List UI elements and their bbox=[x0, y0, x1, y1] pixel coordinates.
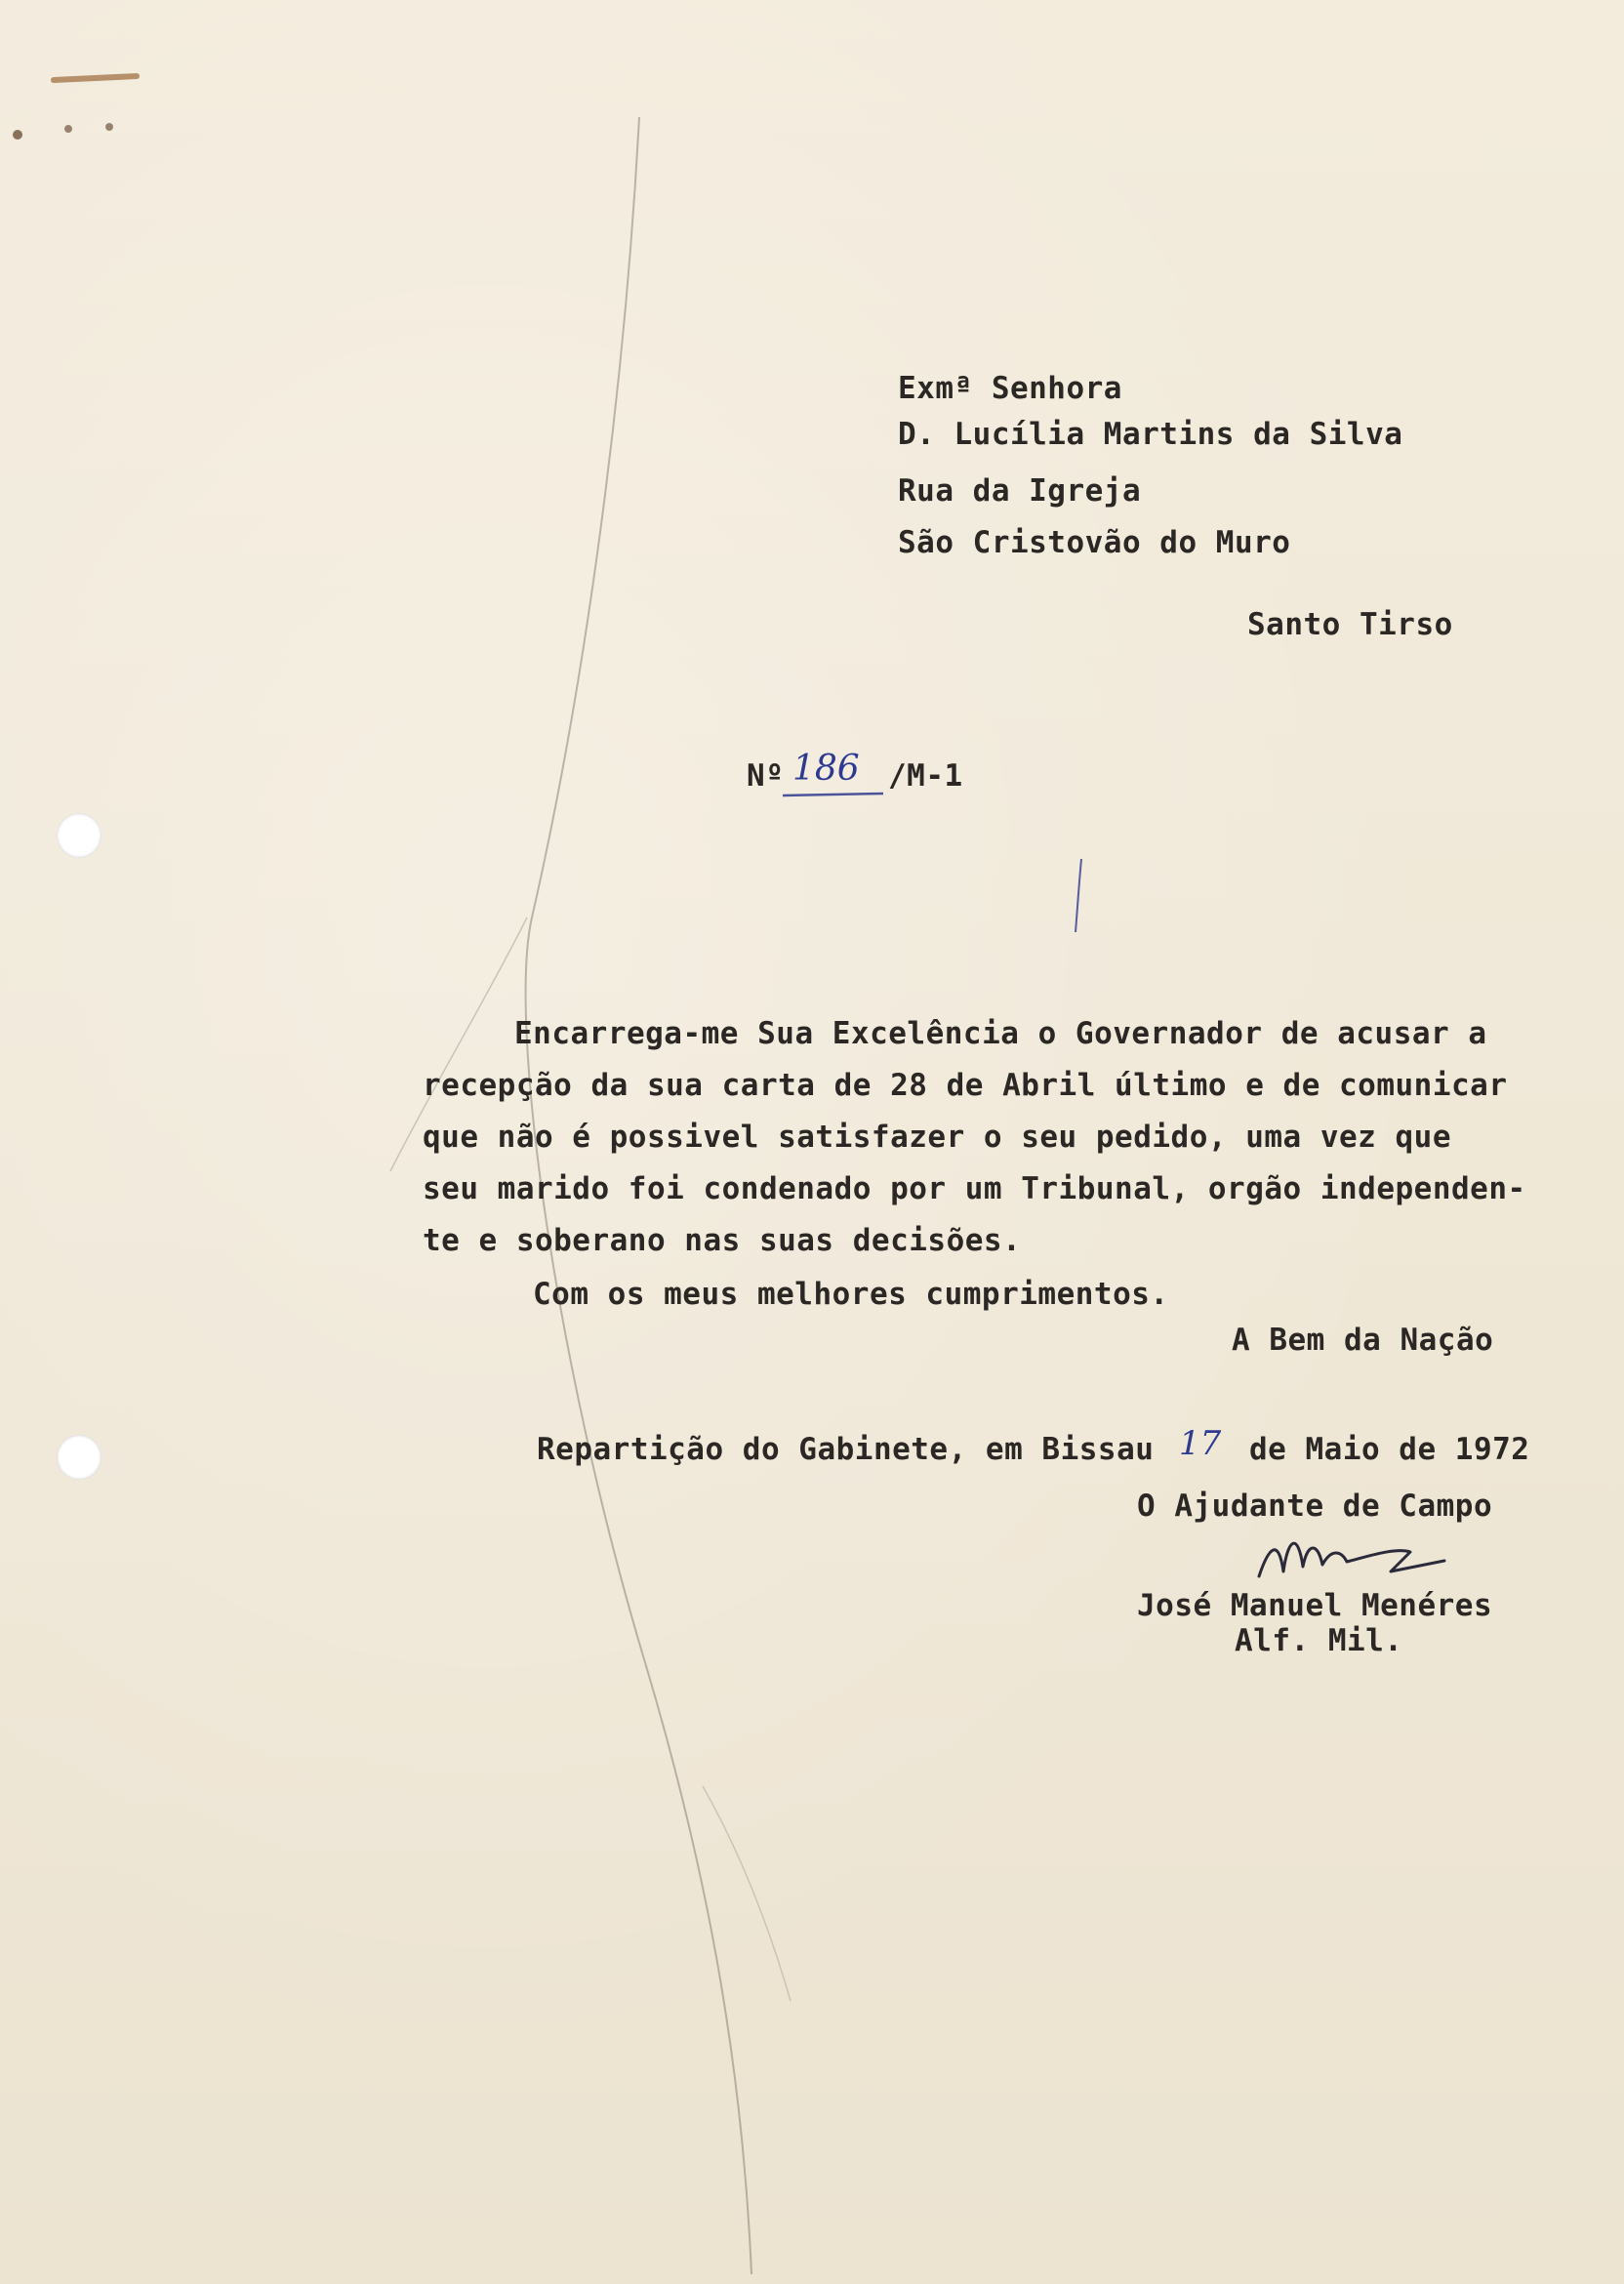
reference-prefix: Nº bbox=[747, 758, 785, 794]
closing-motto: A Bem da Nação bbox=[1232, 1323, 1494, 1358]
body-line-5: te e soberano nas suas decisões. bbox=[423, 1223, 1022, 1258]
closing-role: O Ajudante de Campo bbox=[1137, 1489, 1493, 1524]
signer-rank: Alf. Mil. bbox=[1235, 1623, 1403, 1658]
closing-place-date-before: Repartição do Gabinete, em Bissau bbox=[537, 1432, 1155, 1467]
body-line-4: seu marido foi condenado por um Tribunal, orgão independen- bbox=[423, 1171, 1526, 1206]
recipient-street: Rua da Igreja bbox=[898, 473, 1142, 509]
body-line-2: recepção da sua carta de 28 de Abril último e de comunicar bbox=[423, 1068, 1508, 1103]
body-line-1: Encarrega-me Sua Excelência o Governador de acusar a bbox=[514, 1016, 1487, 1051]
recipient-town: Santo Tirso bbox=[1247, 607, 1453, 642]
closing-day-handwritten: 17 bbox=[1179, 1424, 1222, 1463]
body-line-6: Com os meus melhores cumprimentos. bbox=[533, 1277, 1169, 1312]
recipient-salutation: Exmª Senhora bbox=[898, 371, 1122, 406]
recipient-locality: São Cristovão do Muro bbox=[898, 525, 1291, 560]
reference-number-handwritten: 186 bbox=[792, 749, 860, 789]
closing-place-date-after: de Maio de 1972 bbox=[1249, 1432, 1530, 1467]
signer-name: José Manuel Menéres bbox=[1137, 1588, 1493, 1623]
reference-suffix: /M-1 bbox=[888, 758, 963, 794]
body-line-3: que não é possivel satisfazer o seu pedido, uma vez que bbox=[423, 1120, 1451, 1155]
recipient-name: D. Lucília Martins da Silva bbox=[898, 417, 1403, 452]
